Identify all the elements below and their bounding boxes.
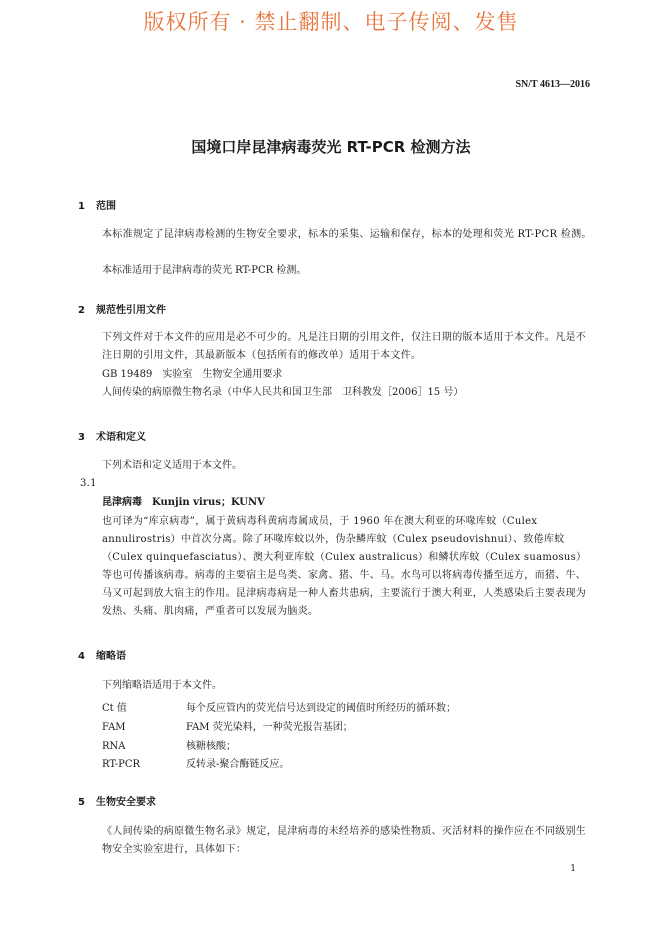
section-title: 缩略语	[96, 651, 126, 662]
paragraph: 下列缩略语适用于本文件。	[102, 680, 222, 691]
reference-item: GB 19489 实验室 生物安全通用要求	[102, 369, 283, 380]
section-number: 5	[78, 797, 85, 808]
abbreviation-desc: 每个反应管内的荧光信号达到设定的阈值时所经历的循环数；	[186, 703, 456, 714]
section-2-heading	[78, 301, 166, 316]
paragraph-text: 本标准规定了昆津病毒检测的生物安全要求，标本的采集、运输和保存，标本的处理和荧光 RT-PCR 检测。	[102, 229, 592, 240]
section-5-heading	[78, 793, 156, 808]
abbreviation-row	[102, 699, 456, 714]
document-title: 国境口岸昆津病毒荧光 RT-PCR 检测方法	[191, 138, 471, 156]
paragraph	[78, 226, 592, 244]
abbreviation-term: Ct 值	[102, 703, 127, 714]
section-1-heading	[78, 197, 116, 212]
abbreviation-term: RT-PCR	[102, 759, 141, 770]
paragraph	[78, 823, 592, 859]
section-number: 3	[78, 432, 85, 443]
abbreviation-row	[102, 755, 289, 770]
section-number: 1	[78, 201, 85, 212]
section-3-heading	[78, 428, 146, 443]
subsection-number: 3.1	[80, 478, 97, 489]
section-title: 范围	[96, 201, 116, 212]
section-number: 4	[78, 651, 85, 662]
term-entry: 昆津病毒 Kunjin virus；KUNV	[102, 497, 265, 508]
abbreviation-row	[102, 737, 236, 752]
paragraph: 下列术语和定义适用于本文件。	[102, 460, 242, 471]
abbreviation-desc: 核糖核酸；	[186, 741, 236, 752]
reference-item: 人间传染的病原微生物名录（中华人民共和国卫生部 卫科教发［2006］15 号）	[102, 387, 464, 398]
abbreviation-desc: FAM 荧光染料，一种荧光报告基团；	[186, 722, 353, 733]
abbreviation-row	[102, 718, 353, 733]
paragraph-text: 也可译为“库京病毒”，属于黄病毒科黄病毒属成员，于 1960 年在澳大利亚的环喙库蚊（Culex annulirostris）中首次分离。除了环喙库蚊以外，伪杂鳞库蚊（Culex pseudovishnui）、致倦库蚊（Culex quinquefasciatus）、澳大利亚库蚊（Culex australicus）和鳞状库蚊（Culex suamosus）等也可传播该病毒。病毒的主要宿主是鸟类、家禽、猪、牛、马。水鸟可以将病毒传播至远方，而猪、牛、马又可起到放大宿主的作用。昆津病毒病是一种人畜共患病，主要流行于澳大利亚，人类感染后主要表现为发热、头痛、肌肉痛，严重者可以发展为脑炎。	[102, 516, 587, 617]
abbreviation-desc: 反转录-聚合酶链反应。	[186, 759, 290, 770]
watermark: 版权所有 · 禁止翻制、电子传阅、发售	[143, 10, 519, 34]
abbreviation-term: RNA	[102, 741, 126, 752]
abbreviation-term: FAM	[102, 722, 126, 733]
standard-code: SN/T 4613—2016	[515, 79, 590, 90]
term-definition	[78, 513, 592, 621]
paragraph-text: 《人间传染的病原微生物名录》规定，昆津病毒的未经培养的感染性物质、灭活材料的操作应在不同级别生物安全实验室进行，具体如下：	[102, 826, 587, 855]
section-title: 生物安全要求	[96, 797, 156, 808]
section-title: 术语和定义	[96, 432, 146, 443]
page-number: 1	[570, 864, 576, 874]
paragraph: 本标准适用于昆津病毒的荧光 RT-PCR 检测。	[102, 265, 307, 276]
paragraph-text: 下列文件对于本文件的应用是必不可少的。凡是注日期的引用文件，仅注日期的版本适用于本文件。凡是不注日期的引用文件，其最新版本（包括所有的修改单）适用于本文件。	[102, 332, 587, 361]
section-number: 2	[78, 305, 85, 316]
section-title: 规范性引用文件	[96, 305, 166, 316]
section-4-heading	[78, 647, 126, 662]
paragraph	[78, 329, 592, 365]
